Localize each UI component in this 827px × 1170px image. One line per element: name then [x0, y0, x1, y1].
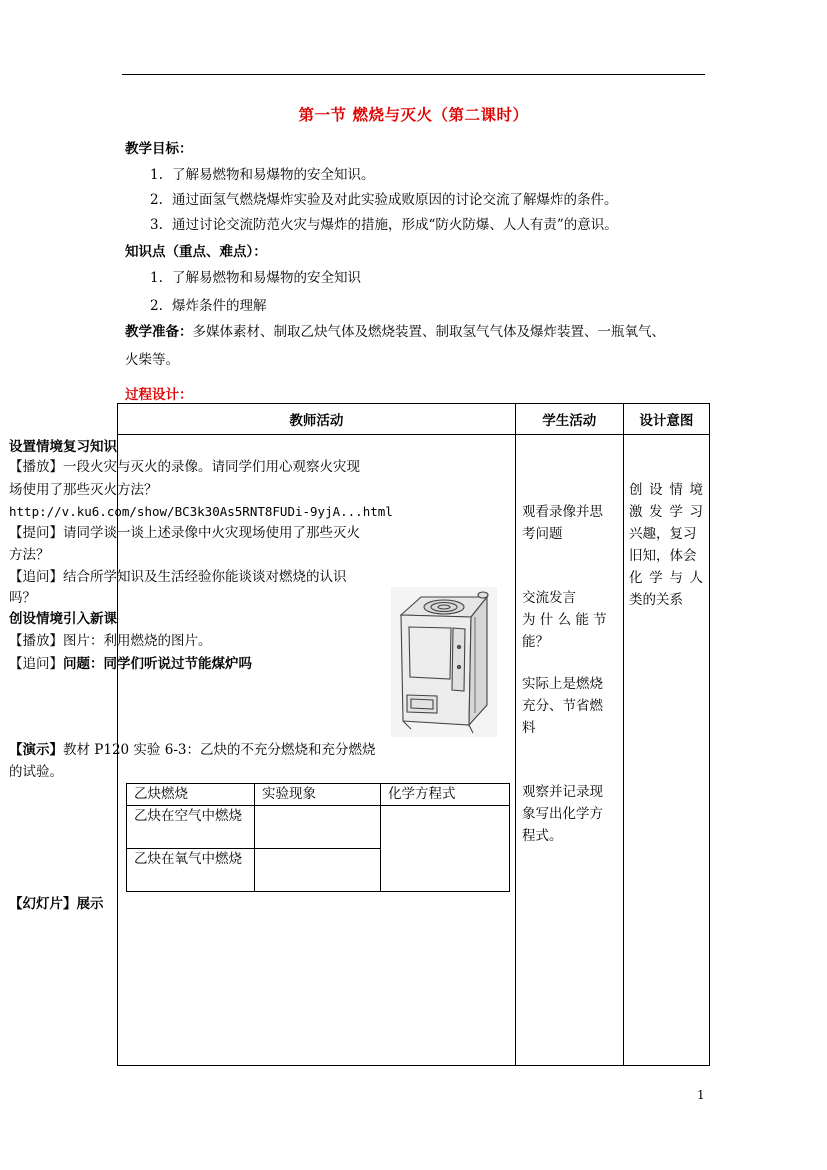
page-title: 第一节 燃烧与灭火（第二课时） [298, 105, 529, 124]
teacher-line: 【追问】问题：同学们听说过节能煤炉吗 [9, 656, 252, 672]
knowledge-number: 2. [150, 298, 163, 314]
teacher-line: 【幻灯片】展示 [9, 896, 104, 912]
goal-number: 3. [150, 217, 163, 233]
goal-text: 了解易燃物和易爆物的安全知识。 [172, 167, 375, 183]
goals-heading: 教学目标： [125, 141, 193, 157]
design-intent-text: 创设情境 激发学习 兴趣，复习 旧知，体会 化学与人 类的关系 [629, 482, 703, 608]
header-design-intent: 设计意图 [623, 404, 709, 435]
goal-text: 通过讨论交流防范火灾与爆炸的措施，形成“防火防爆、人人有责”的意识。 [172, 217, 618, 233]
student-text: 交流发言 为 什 么 能 节 能？ [522, 590, 607, 650]
experiment-table [126, 783, 510, 892]
teacher-line: 的试验。 [9, 764, 63, 780]
teacher-line: 【演示】教材 P120 实验 6-3：乙炔的不充分燃烧和充分燃烧 [9, 742, 376, 758]
prep-label: 教学准备： [125, 324, 193, 340]
prep-text-line2: 火柴等。 [125, 352, 179, 368]
goal-item [150, 213, 618, 233]
teacher-line: 【播放】一段火灾与灭火的录像。请同学们用心观察火灾现 [9, 459, 360, 475]
knowledge-text: 爆炸条件的理解 [172, 298, 267, 314]
inner-cell-equation [381, 806, 510, 892]
knowledge-number: 1. [150, 270, 163, 286]
teacher-line: 方法？ [9, 547, 50, 563]
knowledge-heading: 知识点（重点、难点）： [125, 244, 267, 260]
inner-row-label: 乙炔在氧气中燃烧 [127, 849, 255, 892]
goal-item [150, 163, 375, 183]
knowledge-text: 了解易燃物和易爆物的安全知识 [172, 270, 361, 286]
teacher-line: 【播放】图片：利用燃烧的图片。 [9, 633, 212, 649]
process-heading: 过程设计： [125, 387, 193, 403]
student-text: 观察并记录现 象写出化学方 程式。 [522, 784, 603, 844]
energy-saving-stove-image [391, 587, 497, 737]
inner-row-label: 乙炔在空气中燃烧 [127, 806, 255, 849]
teacher-subheading: 创设情境引入新课 [9, 611, 117, 627]
teacher-line: 【追问】结合所学知识及生活经验你能谈谈对燃烧的认识 [9, 569, 347, 585]
inner-cell-observation [255, 849, 381, 892]
goal-text: 通过面氢气燃烧爆炸实验及对此实验成败原因的讨论交流了解爆炸的条件。 [172, 192, 618, 208]
inner-cell-observation [255, 806, 381, 849]
header-rule [122, 74, 705, 75]
student-text: 实际上是燃烧 充分、节省燃 料 [522, 676, 603, 736]
goal-item [150, 188, 618, 208]
knowledge-item [150, 294, 267, 314]
inner-header: 实验现象 [255, 784, 381, 806]
teaching-prep [125, 318, 710, 374]
goal-number: 1. [150, 167, 163, 183]
teacher-line: 【提问】请同学谈一谈上述录像中火灾现场使用了那些灭火 [9, 525, 360, 541]
teacher-line: 吗？ [9, 590, 36, 606]
knowledge-item [150, 266, 361, 286]
inner-header: 化学方程式 [381, 784, 510, 806]
header-teacher-activity: 教师活动 [118, 404, 516, 435]
goal-number: 2. [150, 192, 163, 208]
prep-text-line1: 多媒体素材、制取乙炔气体及燃烧装置、制取氢气气体及爆炸装置、一瓶氧气、 [192, 324, 665, 340]
teacher-subheading: 设置情境复习知识 [9, 439, 117, 455]
teacher-line: 场使用了那些灭火方法？ [9, 482, 158, 498]
page-number: 1 [697, 1088, 705, 1102]
header-student-activity: 学生活动 [515, 404, 623, 435]
video-url: http://v.ku6.com/show/BC3k30As5RNT8FUDi-9yjA...html [9, 504, 393, 519]
inner-header: 乙炔燃烧 [127, 784, 255, 806]
student-text: 观看录像并思 考问题 [522, 504, 603, 542]
